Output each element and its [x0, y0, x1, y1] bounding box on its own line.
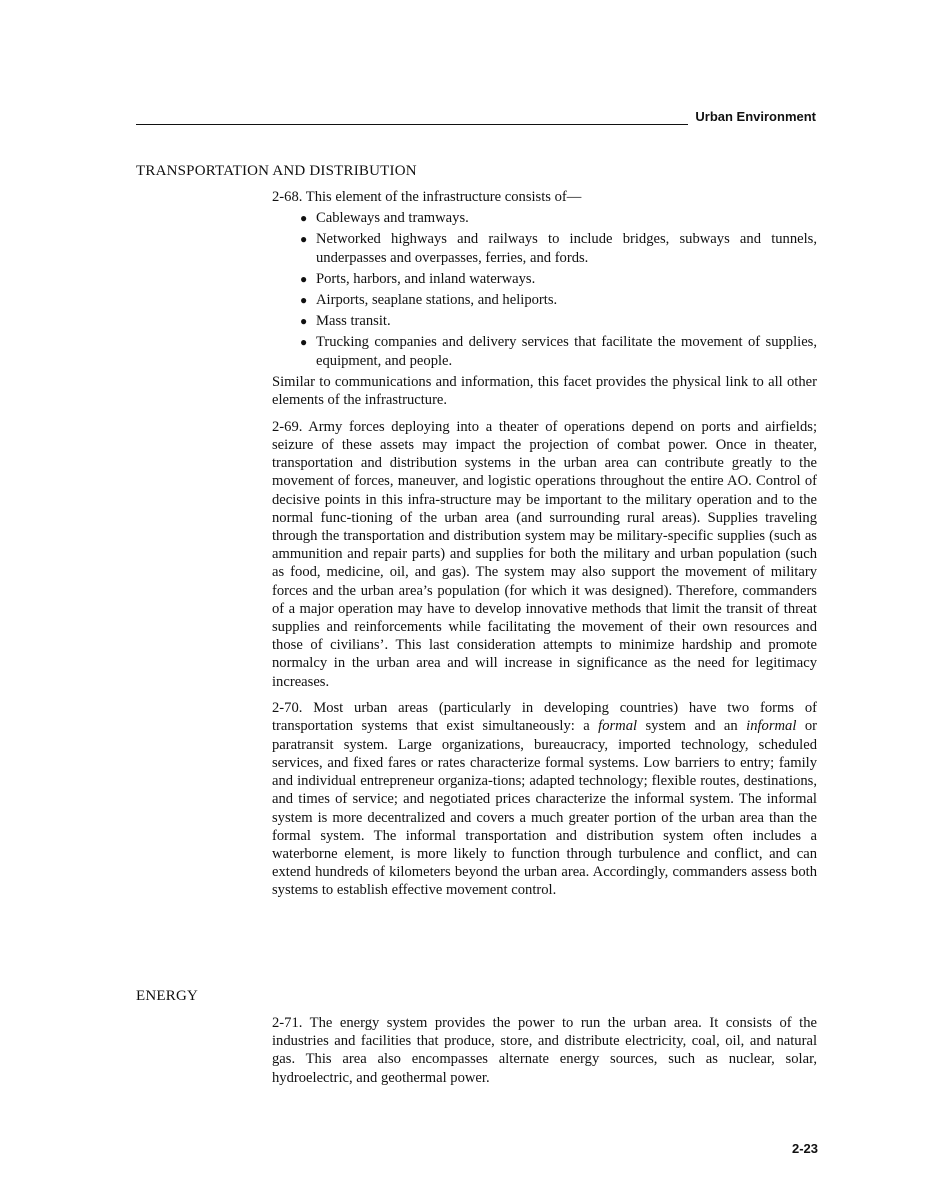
term-formal: formal [598, 718, 638, 735]
bullet-icon: ● [300, 314, 308, 329]
list-item: ● Mass transit. [300, 313, 391, 330]
paragraph-2-70: 2-70. Most urban areas (particularly in developing countries) have two forms of transportation systems that exist simultaneously: a formal system and an informal or paratransit system. Large organizations, bureaucracy, imported technology, scheduled services, and fixed fares or rates characterize formal systems. Low barriers to entry; family and individual entrepreneur organiza-tions; adapted technology; flexible routes, destinations, and times of service; and negotiated prices characterize the informal system. The informal system is more decentralized and covers a much greater portion of the urban area than the formal system. The informal transportation and distribution system often includes a waterborne element, is more likely to function through turbulence and conflict, and can extend hundreds of kilometers beyond the urban area. Accordingly, commanders assess both systems to establish effective movement control. [272, 700, 817, 899]
term-informal: informal [746, 718, 797, 735]
paragraph-2-71: 2-71. The energy system provides the power to run the urban area. It consists of the industries and facilities that produce, store, and distribute electricity, coal, oil, and natural gas. This area also encompasses alternate energy sources, such as nuclear, solar, hydroelectric, and geothermal power. [272, 1015, 817, 1086]
list-item: ● Cableways and tramways. [300, 210, 469, 227]
list-item: ● Ports, harbors, and inland waterways. [300, 270, 536, 287]
section-heading-transportation: TRANSPORTATION AND DISTRIBUTION [136, 163, 417, 179]
paragraph-2-69: 2-69. Army forces deploying into a theater of operations depend on ports and airfields; seizure of these assets may impact the projection of combat power. Once in theater, transportation and distribution systems in the urban area can contribute greatly to the movement of forces, maneuver, and logistic operations throughout the entire AO. Control of decisive points in this infra-structure may be important to the military operation and to the normal func-tioning of the urban area (and surrounding rural areas). Supplies traveling through the transportation and distribution system may be military-specific supplies (such as ammunition and repair parts) and supplies for both the military and urban population (such as food, medicine, oil, and gas). The system may also support the movement of military forces and the urban area’s population (for which it was designed). Therefore, commanders of a major operation may have to develop innovative methods that limit the transit of threat supplies and reinforcements while facilitating the movement of their own resources and those of civilians’. This last consideration attempts to minimize hardship and promote normalcy in the urban area and will increase in significance as the need for legitimacy increases. [272, 418, 817, 690]
list-item: ● Airports, seaplane stations, and heliports. [300, 292, 558, 309]
page-number: 2-23 [791, 1141, 818, 1156]
paragraph-2-68-intro: 2-68. This element of the infrastructure consists of— [272, 189, 582, 205]
infrastructure-bullet-list [272, 209, 817, 370]
section-heading-energy: ENERGY [136, 988, 199, 1004]
bullet-icon: ● [300, 271, 308, 286]
list-item: ● Networked highways and railways to include bridges, subways and tunnels, underpasses and overpasses, ferries, and fords. [300, 231, 817, 266]
header-rule [136, 124, 688, 125]
energy-body [272, 1014, 817, 1087]
running-header-title: Urban Environment [695, 109, 816, 124]
bullet-icon: ● [300, 335, 308, 350]
transportation-body [272, 188, 817, 900]
paragraph-2-68-close: Similar to communications and information, this facet provides the physical link to all other elements of the infrastructure. [272, 373, 817, 409]
bullet-icon: ● [300, 293, 308, 308]
list-item: ● Trucking companies and delivery services that facilitate the movement of supplies, equipment, and people. [300, 334, 817, 369]
bullet-icon: ● [300, 232, 308, 247]
bullet-icon: ● [300, 211, 308, 226]
